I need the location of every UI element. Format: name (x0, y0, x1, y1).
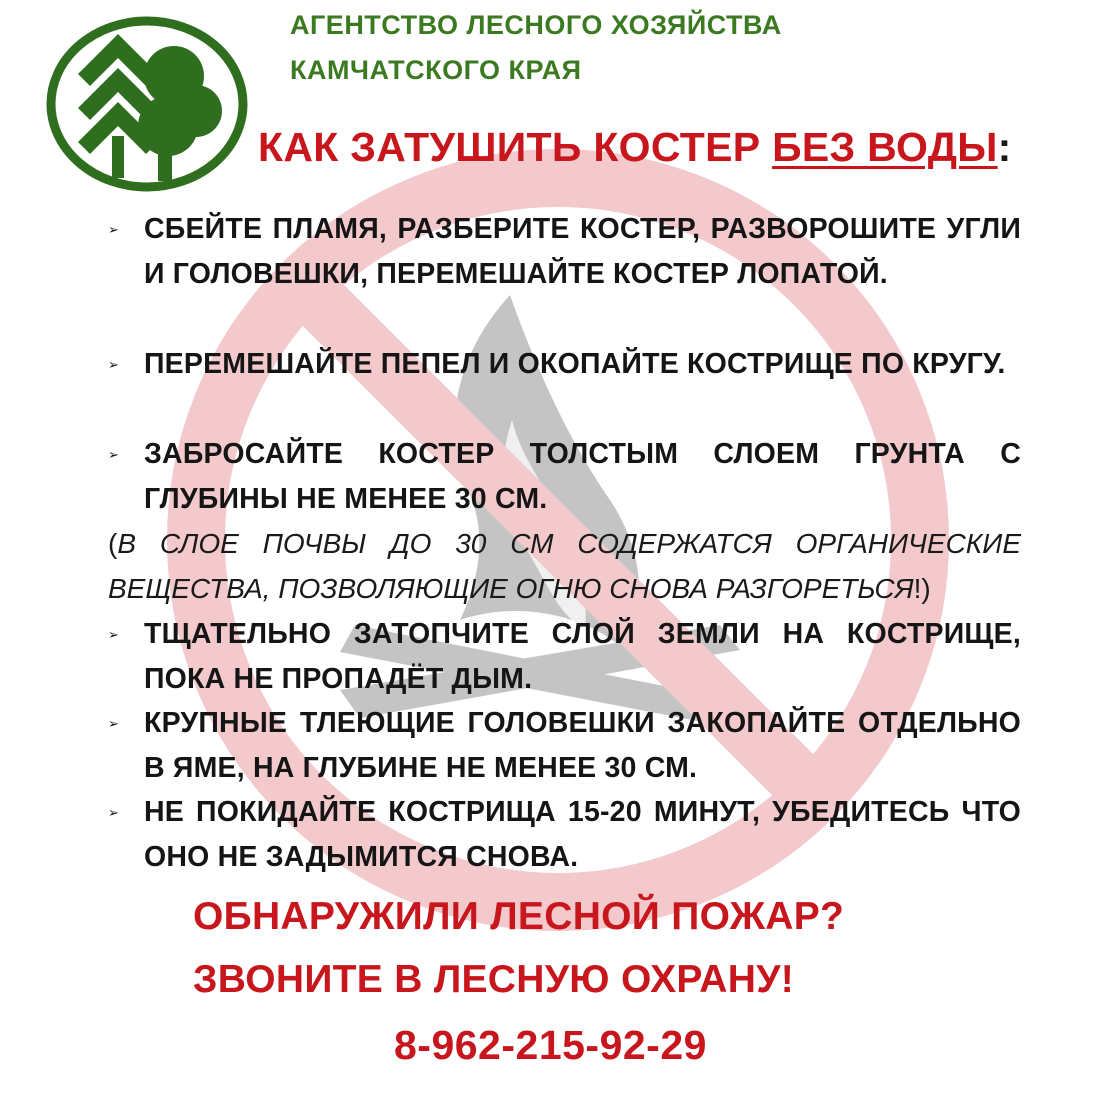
instruction-item-5: КРУПНЫЕ ТЛЕЮЩИЕ ГОЛОВЕШКИ ЗАКОПАЙТЕ ОТДЕЛЬНО В ЯМЕ, НА ГЛУБИНЕ НЕ МЕНЕЕ 30 СМ. (144, 707, 1021, 784)
bullet-arrow-icon: ➢ (108, 805, 119, 820)
forest-agency-logo-icon (46, 16, 248, 192)
bullet-arrow-icon: ➢ (108, 447, 119, 462)
note-open-paren: ( (108, 528, 118, 559)
title-emphasis: БЕЗ ВОДЫ (772, 124, 998, 170)
note-text: В СЛОЕ ПОЧВЫ ДО 30 СМ СОДЕРЖАТСЯ ОРГАНИЧЕСКИЕ ВЕЩЕСТВА, ПОЗВОЛЯЮЩИЕ ОГНЮ СНОВА РАЗГОРЕТЬСЯ (108, 528, 1021, 604)
instruction-item-3: ЗАБРОСАЙТЕ КОСТЕР ТОЛСТЫМ СЛОЕМ ГРУНТА С ГЛУБИНЫ НЕ МЕНЕЕ 30 СМ. (144, 438, 1021, 515)
instruction-item-1: СБЕЙТЕ ПЛАМЯ, РАЗБЕРИТЕ КОСТЕР, РАЗВОРОШИТЕ УГЛИ И ГОЛОВЕШКИ, ПЕРЕМЕШАЙТЕ КОСТЕР ЛОПАТОЙ. (144, 213, 1021, 290)
instruction-item-6: НЕ ПОКИДАЙТЕ КОСТРИЩА 15-20 МИНУТ, УБЕДИТЕСЬ ЧТО ОНО НЕ ЗАДЫМИТСЯ СНОВА. (144, 796, 1021, 873)
bullet-arrow-icon: ➢ (108, 716, 119, 731)
instruction-item-4: ТЩАТЕЛЬНО ЗАТОПЧИТЕ СЛОЙ ЗЕМЛИ НА КОСТРИЩЕ, ПОКА НЕ ПРОПАДЁТ ДЫМ. (144, 618, 1021, 695)
page-title (258, 124, 1012, 171)
title-colon: : (997, 124, 1012, 170)
bullet-arrow-icon: ➢ (108, 627, 119, 642)
soil-note (108, 521, 1021, 611)
bullet-arrow-icon: ➢ (108, 357, 119, 372)
note-close: !) (913, 573, 931, 604)
instruction-item-2: ПЕРЕМЕШАЙТЕ ПЕПЕЛ И ОКОПАЙТЕ КОСТРИЩЕ ПО КРУГУ. (144, 348, 1006, 380)
organization-name-line2: КАМЧАТСКОГО КРАЯ (290, 55, 582, 85)
phone-number[interactable]: 8-962-215-92-29 (394, 1022, 707, 1068)
call-forest-guard: ЗВОНИТЕ В ЛЕСНУЮ ОХРАНУ! (193, 958, 795, 1001)
organization-name-line1: АГЕНТСТВО ЛЕСНОГО ХОЗЯЙСТВА (290, 10, 782, 40)
fire-question: ОБНАРУЖИЛИ ЛЕСНОЙ ПОЖАР? (193, 895, 845, 938)
bullet-arrow-icon: ➢ (108, 222, 119, 237)
title-main: КАК ЗАТУШИТЬ КОСТЕР (258, 124, 773, 170)
